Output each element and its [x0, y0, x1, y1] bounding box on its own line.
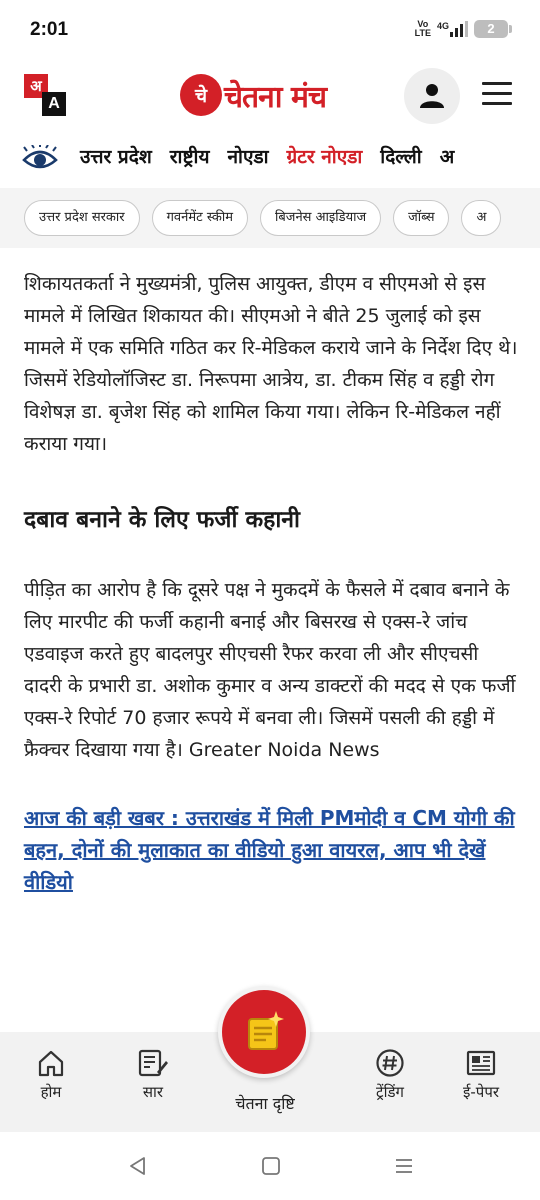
brand-logo[interactable] — [180, 74, 326, 116]
signal-icon — [437, 21, 468, 37]
nav-item-national[interactable]: राष्ट्रीय — [169, 146, 210, 168]
bottom-nav-saar[interactable] — [108, 1048, 198, 1102]
category-nav — [0, 135, 540, 181]
battery-icon: 2 — [474, 20, 508, 38]
menu-line-icon — [482, 102, 512, 105]
status-icons — [415, 20, 508, 38]
hindi-glyph: अ — [24, 74, 48, 98]
menu-line-icon — [482, 82, 512, 85]
eye-icon[interactable] — [22, 145, 58, 175]
status-bar — [0, 0, 540, 62]
summary-icon — [137, 1048, 169, 1078]
home-icon — [36, 1048, 66, 1078]
hamburger-menu-button[interactable] — [482, 82, 512, 110]
nav-item-greater-noida[interactable]: ग्रेटर नोएडा — [286, 146, 363, 168]
menu-line-icon — [482, 92, 512, 95]
chip-more[interactable]: अ — [461, 200, 501, 236]
home-square-icon[interactable] — [261, 1156, 281, 1176]
volte-icon — [415, 20, 431, 38]
article-paragraph: शिकायतकर्ता ने मुख्यमंत्री, पुलिस आयुक्त, डीएम व सीएमओ से इस मामले में लिखित शिकायत की। सीएमओ ने बीते 25 जुलाई को इस मामले में एक समिति गठित कर रि-मेडिकल कराये जाने के निर्देश दिए थे। जिसमें रेडियोलॉजिस्ट डा. निरूपमा आत्रेय, डा. टीकम सिंह व हड्डी रोग विशेषज्ञ डा. बृजेश सिंह को शामिल किया गया। लेकिन रि-मेडिकल नहीं कराया गया। — [24, 273, 518, 455]
bottom-nav-home-label: होम — [40, 1083, 62, 1101]
app-header — [0, 62, 540, 128]
topic-chips-strip — [0, 188, 540, 248]
newspaper-icon — [465, 1048, 497, 1078]
signal-bars-icon — [450, 21, 468, 37]
bottom-nav-home[interactable] — [6, 1048, 96, 1102]
article-body — [24, 268, 520, 898]
sparkle-news-icon — [240, 1008, 288, 1056]
bottom-nav-chetna-drishti-label[interactable]: चेतना दृष्टि — [235, 1094, 295, 1113]
bottom-nav-epaper[interactable] — [436, 1048, 526, 1102]
logo-text: चेतना मंच — [224, 79, 327, 115]
chip-up-government[interactable]: उत्तर प्रदेश सरकार — [24, 200, 140, 236]
user-icon — [419, 83, 445, 109]
volte-line2: LTE — [414, 28, 431, 38]
nav-items — [80, 143, 454, 169]
chip-business-ideas[interactable]: बिजनेस आइडियाज — [260, 200, 381, 236]
hashtag-icon — [375, 1048, 405, 1078]
nav-item-more[interactable]: अ — [439, 146, 455, 168]
topic-chips — [24, 200, 501, 236]
chip-government-scheme[interactable]: गवर्नमेंट स्कीम — [152, 200, 248, 236]
nav-item-uttar-pradesh[interactable]: उत्तर प्रदेश — [80, 146, 152, 168]
status-time: 2:01 — [30, 19, 69, 40]
back-icon[interactable] — [128, 1156, 148, 1176]
related-news-link[interactable]: आज की बड़ी खबर : उत्तराखंड में मिली PMमोदी व CM योगी की बहन, दोनों की मुलाकात का वीडियो हुआ वायरल, आप भी देखें वीडियो — [24, 806, 515, 894]
system-nav-bar — [0, 1132, 540, 1200]
article-subheading: दबाव बनाने के लिए फर्जी कहानी — [24, 507, 300, 533]
bottom-nav-trending-label: ट्रेंडिंग — [376, 1083, 404, 1101]
bottom-nav-trending[interactable] — [345, 1048, 435, 1102]
profile-button[interactable] — [404, 68, 460, 124]
volte-line1: Vo — [417, 19, 429, 29]
nav-item-noida[interactable]: नोएडा — [227, 146, 269, 168]
nav-item-delhi[interactable]: दिल्ली — [380, 146, 422, 168]
language-toggle-button[interactable] — [24, 74, 66, 116]
chetna-drishti-fab[interactable] — [218, 986, 310, 1078]
article-paragraph: पीड़ित का आरोप है कि दूसरे पक्ष ने मुकदमें के फैसले में दबाव बनाने के लिए मारपीट की फर्जी कहानी बनाई और बिसरख से एक्स-रे जांच एडवाइज करते हुए बादलपुर सीएचसी रैफर करवा ली और सीएचसी दादरी के प्रभारी डा. अशोक कुमार व अन्य डाक्टरों की मदद से एक फर्जी एक्स-रे रिपोर्ट 70 हजार रूपये में बनवा ली। जिसमें पसली की हड्डी में फ्रैक्चर दिखाया गया है। Greater Noida News — [24, 579, 516, 761]
chip-jobs[interactable]: जॉब्स — [393, 200, 449, 236]
english-glyph: A — [42, 92, 66, 116]
bottom-nav-epaper-label: ई-पेपर — [463, 1083, 499, 1101]
network-type: 4G — [436, 21, 449, 31]
recents-icon[interactable] — [394, 1156, 414, 1176]
logo-mark: चे — [180, 74, 222, 116]
bottom-nav-saar-label: सार — [142, 1083, 164, 1101]
